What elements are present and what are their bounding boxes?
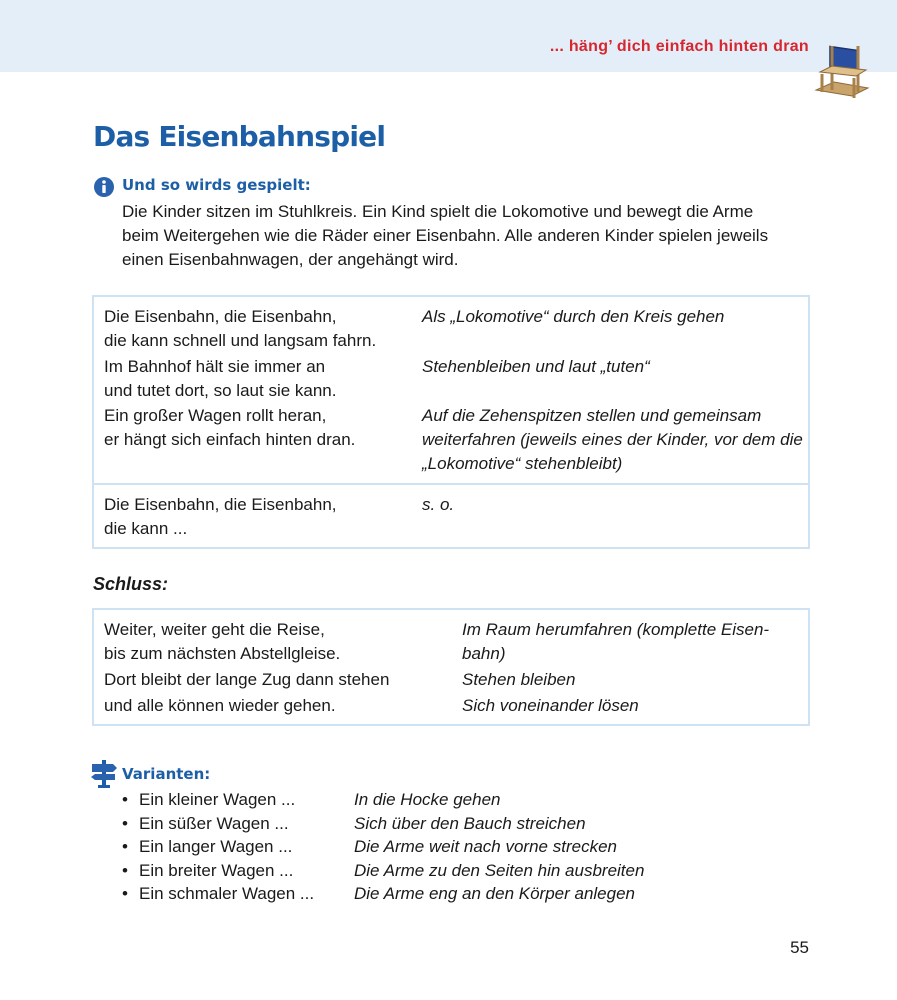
schluss-lyrics [104, 618, 340, 666]
instructions-heading: Und so wirds gespielt: [122, 176, 311, 194]
song-action [422, 404, 803, 476]
song-lyrics [104, 404, 355, 452]
variant-label: Ein kleiner Wagen ... [139, 790, 296, 809]
lyric-line: Im Bahnhof hält sie immer an [104, 357, 326, 376]
variant-label: Ein süßer Wagen ... [139, 813, 289, 833]
variants-heading: Varianten: [122, 765, 211, 783]
bullet: • [122, 813, 128, 833]
action-line: s. o. [422, 495, 455, 514]
lyric-line: und tutet dort, so laut sie kann. [104, 381, 337, 400]
lyric-line: die kann schnell und langsam fahrn. [104, 331, 377, 350]
song-table [92, 295, 810, 549]
variant-action: Sich über den Bauch streichen [354, 813, 586, 833]
schluss-lyrics [104, 694, 336, 718]
page-title: Das Eisenbahnspiel [93, 120, 386, 153]
song-action [422, 305, 724, 329]
action-line: Im Raum herumfahren (komplette Eisen- [462, 620, 770, 639]
top-band [0, 0, 897, 72]
schluss-action [462, 694, 639, 718]
variant-action: Die Arme weit nach vorne strecken [354, 837, 617, 856]
lyric-line: bis zum nächsten Abstellgleise. [104, 644, 341, 663]
lyric-line: Weiter, weiter geht die Reise, [104, 620, 325, 639]
action-line: Sich voneinander lösen [462, 696, 639, 715]
instructions-line: beim Weitergehen wie die Räder einer Eisenbahn. Alle anderen Kinder spielen jeweils [122, 226, 769, 245]
bullet: • [122, 790, 128, 809]
table-divider [94, 483, 808, 485]
lyric-line: Die Eisenbahn, die Eisenbahn, [104, 307, 337, 326]
schluss-lyrics [104, 668, 389, 692]
chair-icon [812, 38, 872, 100]
schluss-action [462, 668, 575, 692]
bullet: • [122, 884, 128, 903]
lyric-line: er hängt sich einfach hinten dran. [104, 430, 356, 449]
list-item [122, 882, 722, 906]
schluss-action [462, 618, 769, 666]
action-line: „Lokomotive“ stehenbleibt) [422, 454, 623, 473]
page-number: 55 [790, 938, 809, 957]
action-line: Stehen bleiben [462, 670, 576, 689]
variant-action: Die Arme eng an den Körper anlegen [354, 884, 635, 903]
action-line: weiterfahren (jeweils eines der Kinder, vor dem die [422, 430, 803, 449]
song-lyrics [104, 355, 336, 403]
variant-action: In die Hocke gehen [354, 790, 501, 809]
lyric-line: die kann ... [104, 519, 188, 538]
song-action [422, 493, 454, 517]
lyric-line: Dort bleibt der lange Zug dann stehen [104, 670, 390, 689]
list-item [122, 859, 722, 883]
variant-label: Ein schmaler Wagen ... [139, 884, 315, 903]
variant-label: Ein breiter Wagen ... [139, 860, 294, 880]
lyric-line: Die Eisenbahn, die Eisenbahn, [104, 495, 337, 514]
variant-action: Die Arme zu den Seiten hin ausbreiten [354, 860, 645, 880]
info-icon [93, 176, 115, 198]
schluss-table [92, 608, 810, 726]
lyric-line: Ein großer Wagen rollt heran, [104, 406, 327, 425]
bullet: • [122, 837, 128, 856]
song-action [422, 355, 650, 379]
instructions-line: Die Kinder sitzen im Stuhlkreis. Ein Kind spielt die Lokomotive und bewegt die Arme [122, 202, 754, 221]
list-item [122, 788, 722, 812]
variant-label: Ein langer Wagen ... [139, 837, 293, 856]
variants-list [122, 788, 722, 906]
instructions-line: einen Eisenbahnwagen, der angehängt wird. [122, 250, 459, 269]
bullet: • [122, 860, 128, 880]
song-lyrics [104, 493, 337, 541]
list-item [122, 812, 722, 836]
song-lyrics [104, 305, 376, 353]
signpost-icon [89, 758, 119, 788]
action-line: Auf die Zehenspitzen stellen und gemeinsam [422, 406, 762, 425]
schluss-heading: Schluss: [93, 574, 169, 594]
running-header: ... häng’ dich einfach hinten dran [549, 38, 809, 55]
action-line: Stehenbleiben und laut „tuten“ [422, 357, 650, 376]
instructions-text [122, 200, 822, 272]
action-line: Als „Lokomotive“ durch den Kreis gehen [422, 307, 725, 326]
lyric-line: und alle können wieder gehen. [104, 696, 336, 715]
list-item [122, 835, 722, 859]
action-line: bahn) [462, 644, 506, 663]
